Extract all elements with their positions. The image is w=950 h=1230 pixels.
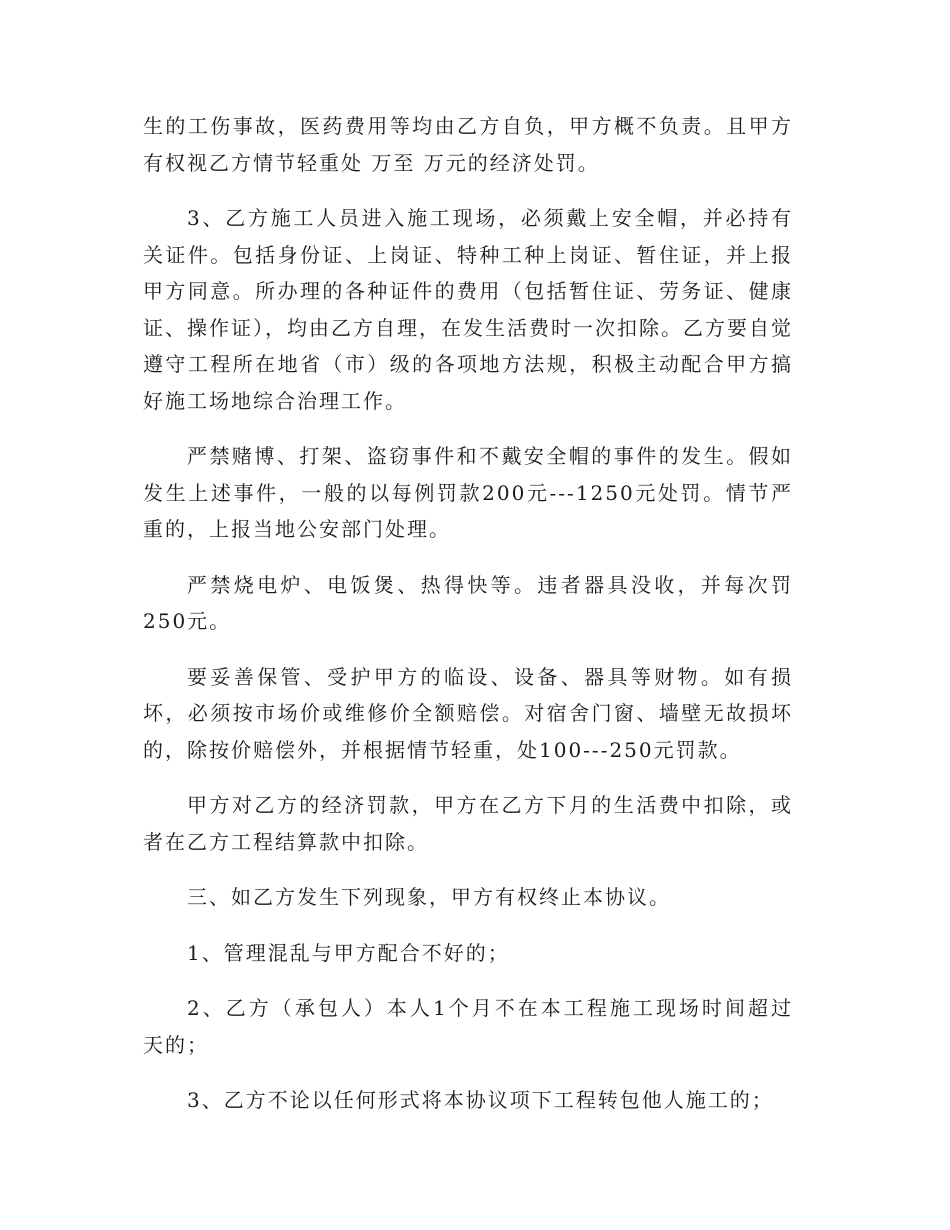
list-item-2: 2、乙方（承包人）本人1个月不在本工程施工现场时间超过 天的； [143, 996, 793, 1057]
document-page [143, 108, 793, 1138]
section-heading-termination: 三、如乙方发生下列现象，甲方有权终止本协议。 [187, 885, 671, 909]
list-item-3: 3、乙方不论以任何形式将本协议项下工程转包他人施工的； [187, 1088, 774, 1112]
paragraph-5: 要妥善保管、受护甲方的临设、设备、器具等财物。如有损坏，必须按市场价或维修价全额赔偿。对宿舍门窗、墙壁无故损坏的，除按价赔偿外，并根据情节轻重，处100---250元罚款。 [143, 664, 793, 762]
paragraph-1: 生的工伤事故，医药费用等均由乙方自负，甲方概不负责。且甲方有权视乙方情节轻重处 万至 万元的经济处罚。 [143, 114, 793, 175]
paragraph-2: 3、乙方施工人员进入施工现场，必须戴上安全帽，并必持有关证件。包括身份证、上岗证、特种工种上岗证、暂住证，并上报甲方同意。所办理的各种证件的费用（包括暂住证、劳务证、健康证、操作证），均由乙方自理，在发生活费时一次扣除。乙方要自觉遵守工程所在地省（市）级的各项地方法规，积极主动配合甲方搞好施工场地综合治理工作。 [143, 206, 793, 413]
paragraph-4: 严禁烧电炉、电饭煲、热得快等。违者器具没收，并每次罚250元。 [143, 572, 793, 633]
list-item-1: 1、管理混乱与甲方配合不好的； [187, 940, 510, 965]
paragraph-3: 严禁赌博、打架、盗窃事件和不戴安全帽的事件的发生。假如发生上述事件，一般的以每例罚款200元---1250元处罚。情节严重的，上报当地公安部门处理。 [143, 444, 793, 541]
paragraph-6: 甲方对乙方的经济罚款，甲方在乙方下月的生活费中扣除，或者在乙方工程结算款中扣除。 [143, 793, 793, 854]
